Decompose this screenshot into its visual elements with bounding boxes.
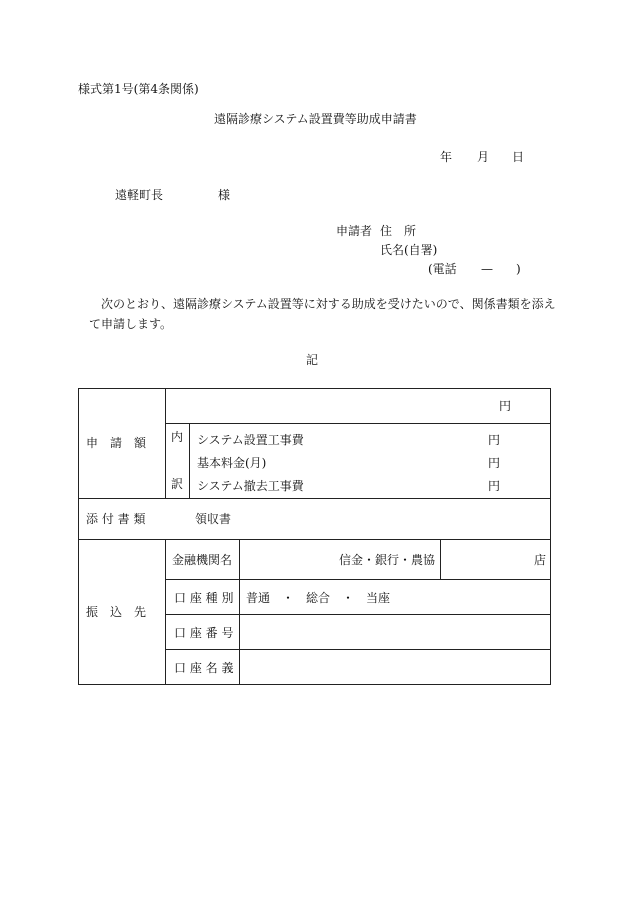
phone-close: ) — [516, 262, 521, 276]
ki-heading: 記 — [306, 353, 319, 367]
date-year-label: 年 — [440, 150, 453, 164]
table-line-account-type-bottom — [165, 614, 551, 615]
item-removal-label: システム撤去工事費 — [197, 479, 304, 493]
form-number: 様式第1号(第4条関係) — [78, 82, 199, 96]
account-type-label: 口 座 種 別 — [174, 591, 234, 605]
item-installation-yen: 円 — [488, 433, 501, 447]
account-number-label: 口 座 番 号 — [174, 626, 234, 640]
item-installation-label: システム設置工事費 — [197, 433, 304, 447]
date-day-label: 日 — [512, 150, 525, 164]
item-monthly-fee-label: 基本料金(月) — [197, 456, 267, 470]
table-border-left — [78, 388, 79, 685]
table-line-branch-col — [440, 539, 441, 579]
application-amount-label: 申 請 額 — [86, 436, 147, 450]
account-type-options: 普通 ・ 総合 ・ 当座 — [246, 591, 391, 605]
table-line-total — [165, 423, 551, 424]
applicant-label: 申請者 — [336, 224, 373, 238]
breakdown-label-top: 内 — [171, 430, 184, 444]
body-line-1: 次のとおり、遠隔診療システム設置等に対する助成を受けたいので、関係書類を添え — [101, 297, 556, 311]
phone-label: (電話 — [428, 262, 457, 276]
page-title: 遠隔診療システム設置費等助成申請書 — [214, 112, 417, 126]
bank-name-label: 金融機関名 — [172, 553, 233, 567]
table-line-breakdown-col — [189, 423, 190, 498]
table-border-top — [78, 388, 551, 389]
body-line-2: て申請します。 — [89, 317, 173, 331]
date-month-label: 月 — [477, 150, 490, 164]
branch-label: 店 — [534, 553, 547, 567]
item-removal-yen: 円 — [488, 479, 501, 493]
table-line-account-number-bottom — [165, 649, 551, 650]
transfer-label: 振 込 先 — [86, 605, 147, 619]
addressee-honorific: 様 — [218, 188, 231, 202]
table-border-bottom — [78, 684, 551, 685]
address-label: 住 所 — [380, 224, 417, 238]
account-name-label: 口 座 名 義 — [174, 661, 234, 675]
table-line-attachments-bottom — [78, 539, 551, 540]
application-table — [78, 388, 551, 685]
item-monthly-fee-yen: 円 — [488, 456, 501, 470]
table-line-label-col-top — [165, 388, 166, 498]
addressee-name: 遠軽町長 — [115, 188, 164, 202]
table-line-amount-bottom — [78, 498, 551, 499]
breakdown-label-bottom: 訳 — [171, 477, 184, 491]
bank-types: 信金・銀行・農協 — [339, 553, 436, 567]
attachments-value: 領収書 — [195, 512, 232, 526]
name-label: 氏名(自署) — [380, 243, 438, 257]
table-line-label-col-bottom — [165, 539, 166, 685]
table-line-subfield-col — [239, 539, 240, 685]
table-border-right — [550, 388, 551, 685]
attachments-label: 添 付 書 類 — [86, 512, 146, 526]
table-line-bank-bottom — [165, 579, 551, 580]
total-yen-label: 円 — [499, 399, 512, 413]
phone-dash: — — [481, 262, 493, 276]
